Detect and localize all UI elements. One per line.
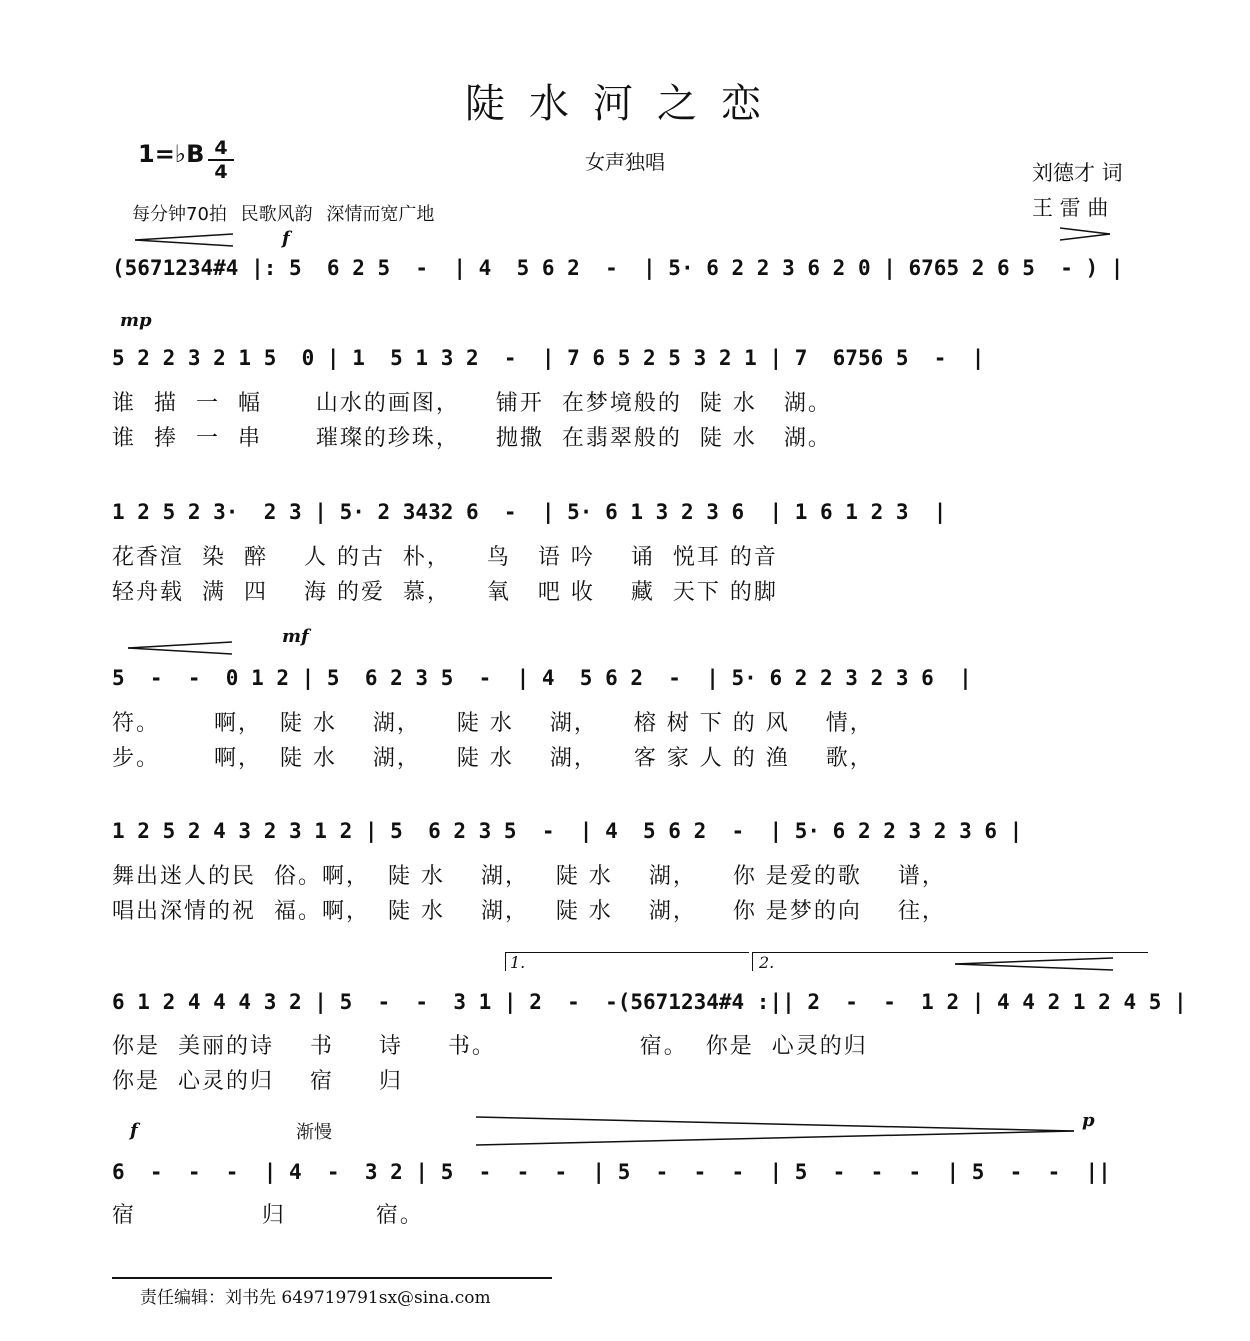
lyric-line: 谁 捧 一 串 璀璨的珍珠， 抛撒 在翡翠般的 陡 水 湖。 xyxy=(112,426,832,451)
song-subtitle: 女声独唱 xyxy=(585,150,665,174)
notation-line: 1 2 5 2 4 3 2 3 1 2 | 5 6 2 3 5 - | 4 5 6 2 - | 5· 6 2 2 3 2 3 6 | xyxy=(112,819,1023,843)
dynamic-marking: mp xyxy=(120,310,152,331)
crescendo-hairpin xyxy=(135,232,235,248)
lyric-line: 符。 啊， 陡 水 湖， 陡 水 湖， 榕 树 下 的 风 情， xyxy=(112,711,874,736)
crescendo-hairpin xyxy=(955,956,1115,972)
lyric-line: 你是 心灵的归 宿 归 xyxy=(112,1069,403,1094)
lyric-line: 花香渲 染 醉 人 的古 朴， 鸟 语 吟 诵 悦耳 的音 xyxy=(112,545,778,570)
notation-line: 6 - - - | 4 - 3 2 | 5 - - - | 5 - - - | 5 - - - | 5 - - || xyxy=(112,1160,1111,1184)
crescendo-hairpin xyxy=(128,640,234,656)
time-signature xyxy=(208,138,234,182)
volta-bracket-1 xyxy=(505,952,749,971)
volta-label: 2. xyxy=(759,953,775,972)
dynamic-marking: mf xyxy=(282,626,309,647)
lyric-line: 舞出迷人的民 俗。啊， 陡 水 湖， 陡 水 湖， 你 是爱的歌 谱， xyxy=(112,864,946,889)
dynamic-marking: p xyxy=(1082,1110,1095,1131)
song-title: 陡水河之恋 xyxy=(465,81,785,127)
lyric-line: 轻舟载 满 四 海 的爱 慕， 氧 吧 收 藏 天下 的脚 xyxy=(112,580,778,605)
time-signature-top: 4 xyxy=(214,137,228,159)
footer-divider xyxy=(112,1277,552,1279)
notation-line: 5 2 2 3 2 1 5 0 | 1 5 1 3 2 - | 7 6 5 2 5 3 2 1 | 7 6756 5 - | xyxy=(112,346,985,370)
notation-line: 5 - - 0 1 2 | 5 6 2 3 5 - | 4 5 6 2 - | 5· 6 2 2 3 2 3 6 | xyxy=(112,666,972,690)
lyric-line: 步。 啊， 陡 水 湖， 陡 水 湖， 客 家 人 的 渔 歌， xyxy=(112,746,874,771)
key-signature: 1=♭B xyxy=(138,140,205,168)
time-signature-bottom: 4 xyxy=(214,161,228,183)
lyric-line: 你是 美丽的诗 书 诗 书。 宿。 你是 心灵的归 xyxy=(112,1034,868,1059)
lyricist-credit: 刘德才 词 xyxy=(1032,161,1123,185)
notation-line: 1 2 5 2 3· 2 3 | 5· 2 3432 6 - | 5· 6 1 3 2 3 6 | 1 6 1 2 3 | xyxy=(112,500,947,524)
notation-line: 6 1 2 4 4 4 3 2 | 5 - - 3 1 | 2 - -(5671234#4 :|| 2 - - 1 2 | 4 4 2 1 2 4 5 | xyxy=(112,990,1187,1014)
composer-credit: 王 雷 曲 xyxy=(1032,196,1109,220)
lyric-line: 唱出深情的祝 福。啊， 陡 水 湖， 陡 水 湖， 你 是梦的向 往， xyxy=(112,899,946,924)
volta-label: 1. xyxy=(510,953,526,972)
notation-line: (5671234#4 |: 5 6 2 5 - | 4 5 6 2 - | 5· 6 2 2 3 6 2 0 | 6765 2 6 5 - ) | xyxy=(112,256,1124,280)
decrescendo-hairpin xyxy=(476,1114,1076,1130)
dynamic-marking: f xyxy=(282,228,290,249)
ritardando-marking: 渐慢 xyxy=(296,1122,332,1143)
lyric-line: 谁 描 一 幅 山水的画图， 铺开 在梦境般的 陡 水 湖。 xyxy=(112,391,832,416)
lyric-line: 宿 归 宿。 xyxy=(112,1203,424,1228)
tempo-marking: 每分钟70拍 民歌风韵 深情而宽广地 xyxy=(132,204,435,225)
decrescendo-hairpin xyxy=(1060,226,1112,242)
footer-editor: 责任编辑：刘书先 649719791sx@sina.com xyxy=(140,1288,491,1308)
staff-row-1 xyxy=(112,256,1147,316)
dynamic-marking: f xyxy=(130,1120,138,1141)
